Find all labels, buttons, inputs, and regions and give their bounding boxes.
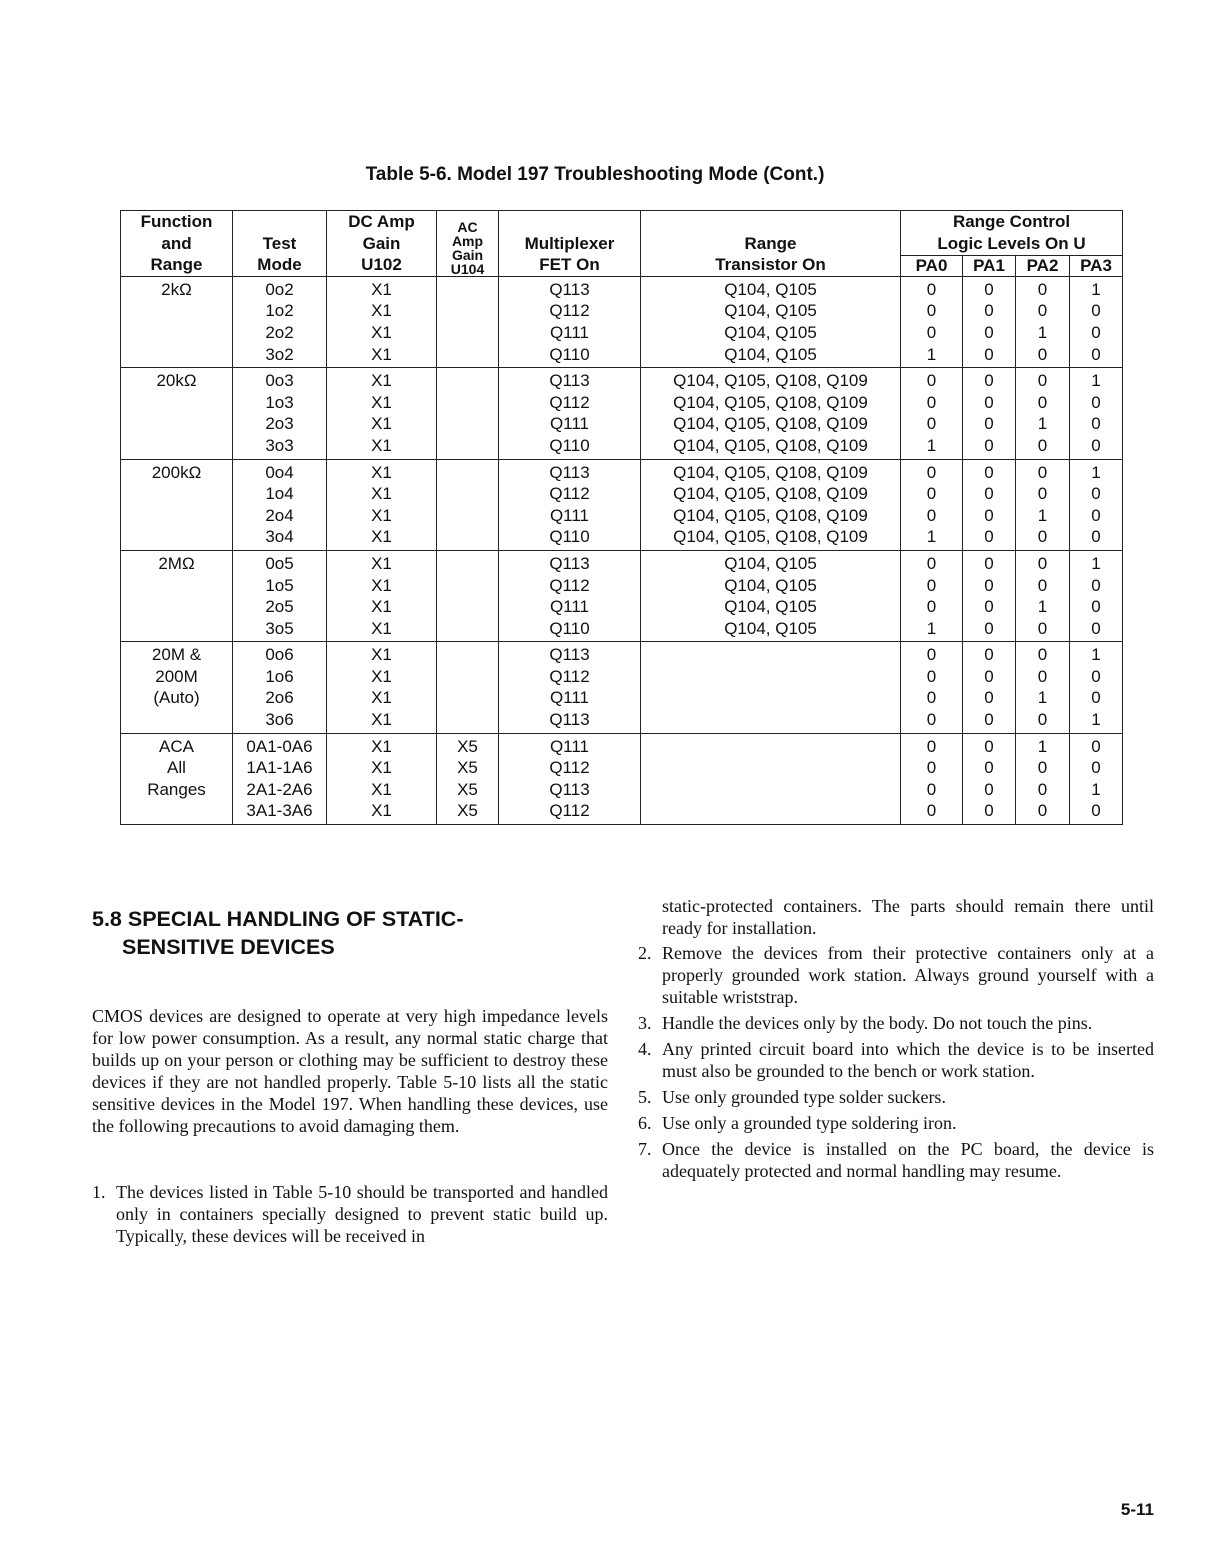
pa3-cell: 0 xyxy=(1070,483,1123,505)
dc-amp-gain-cell: X1 xyxy=(327,300,437,322)
pa1-cell: 0 xyxy=(963,666,1016,688)
range-transistor-cell: Q104, Q105, Q108, Q109 xyxy=(641,392,901,414)
pa1-cell: 0 xyxy=(963,505,1016,527)
pa3-cell: 0 xyxy=(1070,666,1123,688)
test-mode-cell: 2o4 xyxy=(233,505,327,527)
table-row xyxy=(121,392,1123,414)
dc-amp-gain-cell: X1 xyxy=(327,322,437,344)
range-transistor-cell: Q104, Q105, Q108, Q109 xyxy=(641,368,901,392)
multiplexer-fet-cell: Q112 xyxy=(499,392,641,414)
pa1-cell: 0 xyxy=(963,322,1016,344)
range-transistor-cell xyxy=(641,687,901,709)
pa3-cell: 1 xyxy=(1070,276,1123,300)
table-row xyxy=(121,618,1123,642)
pa2-cell: 1 xyxy=(1016,733,1070,757)
list-number: 4. xyxy=(638,1039,652,1059)
list-number: 3. xyxy=(638,1013,652,1033)
pa3-cell: 0 xyxy=(1070,526,1123,550)
table-row xyxy=(121,344,1123,368)
list-item-continuation: static-protected containers. The parts should remain there until ready for installation. xyxy=(662,896,1154,938)
pa1-cell: 0 xyxy=(963,368,1016,392)
multiplexer-fet-cell: Q113 xyxy=(499,550,641,574)
range-transistor-cell: Q104, Q105 xyxy=(641,322,901,344)
multiplexer-fet-cell: Q112 xyxy=(499,666,641,688)
ac-amp-gain-cell: X5 xyxy=(437,779,499,801)
dc-amp-gain-cell: X1 xyxy=(327,666,437,688)
test-mode-cell: 2o3 xyxy=(233,413,327,435)
multiplexer-fet-cell: Q113 xyxy=(499,368,641,392)
table-row xyxy=(121,596,1123,618)
multiplexer-fet-cell: Q111 xyxy=(499,322,641,344)
pa3-cell: 0 xyxy=(1070,733,1123,757)
pa2-cell: 0 xyxy=(1016,483,1070,505)
list-number: 1. xyxy=(92,1182,106,1202)
pa0-cell: 0 xyxy=(901,733,963,757)
pa0-cell: 0 xyxy=(901,459,963,483)
test-mode-cell: 1o6 xyxy=(233,666,327,688)
test-mode-cell: 3o6 xyxy=(233,709,327,733)
multiplexer-fet-cell: Q111 xyxy=(499,413,641,435)
ac-amp-gain-cell xyxy=(437,505,499,527)
test-mode-cell: 0o5 xyxy=(233,550,327,574)
table-row xyxy=(121,550,1123,574)
table-row xyxy=(121,368,1123,392)
function-range-cell: 200kΩ xyxy=(121,459,233,550)
pa3-cell: 0 xyxy=(1070,392,1123,414)
table-row xyxy=(121,435,1123,459)
pa2-cell: 0 xyxy=(1016,779,1070,801)
pa2-cell: 0 xyxy=(1016,459,1070,483)
header-multiplexer: Multiplexer FET On xyxy=(499,211,641,277)
multiplexer-fet-cell: Q113 xyxy=(499,459,641,483)
range-transistor-cell xyxy=(641,779,901,801)
table-row xyxy=(121,322,1123,344)
ac-amp-gain-cell xyxy=(437,596,499,618)
list-item xyxy=(638,1012,1154,1034)
range-transistor-cell: Q104, Q105, Q108, Q109 xyxy=(641,435,901,459)
table-row xyxy=(121,733,1123,757)
pa1-cell: 0 xyxy=(963,709,1016,733)
dc-amp-gain-cell: X1 xyxy=(327,733,437,757)
dc-amp-gain-cell: X1 xyxy=(327,276,437,300)
pa3-cell: 0 xyxy=(1070,300,1123,322)
test-mode-cell: 0A1-0A6 xyxy=(233,733,327,757)
list-item xyxy=(638,1086,1154,1108)
pa2-cell: 0 xyxy=(1016,344,1070,368)
dc-amp-gain-cell: X1 xyxy=(327,709,437,733)
intro-paragraph: CMOS devices are designed to operate at very high impedance levels for low power consumption. As a result, any normal static charge that builds up on your person or clothing may be sufficient to destroy these devices if they are not handled properly. Table 5-10 lists all the static sensitive devices in the Model 197. When handling these devices, use the following precautions to avoid damaging them. xyxy=(92,1006,608,1136)
pa1-cell: 0 xyxy=(963,687,1016,709)
list-text: Any printed circuit board into which the device is to be inserted must also be grounded to the bench or work station. xyxy=(662,1039,1154,1081)
dc-amp-gain-cell: X1 xyxy=(327,392,437,414)
pa1-cell: 0 xyxy=(963,596,1016,618)
list-text: Use only grounded type solder suckers. xyxy=(662,1087,946,1107)
pa0-cell: 0 xyxy=(901,642,963,666)
range-transistor-cell: Q104, Q105, Q108, Q109 xyxy=(641,505,901,527)
pa2-cell: 0 xyxy=(1016,276,1070,300)
pa0-cell: 1 xyxy=(901,435,963,459)
dc-amp-gain-cell: X1 xyxy=(327,526,437,550)
table-row xyxy=(121,276,1123,300)
range-transistor-cell: Q104, Q105 xyxy=(641,575,901,597)
range-transistor-cell xyxy=(641,709,901,733)
function-range-cell: 20kΩ xyxy=(121,368,233,459)
dc-amp-gain-cell: X1 xyxy=(327,642,437,666)
pa0-cell: 0 xyxy=(901,276,963,300)
range-transistor-cell: Q104, Q105, Q108, Q109 xyxy=(641,413,901,435)
multiplexer-fet-cell: Q112 xyxy=(499,300,641,322)
test-mode-cell: 2o5 xyxy=(233,596,327,618)
list-text: Once the device is installed on the PC board, the device is adequately protected and normal handling may resume. xyxy=(662,1139,1154,1181)
pa0-cell: 0 xyxy=(901,550,963,574)
list-number: 2. xyxy=(638,943,652,963)
table-row xyxy=(121,459,1123,483)
dc-amp-gain-cell: X1 xyxy=(327,368,437,392)
table-row xyxy=(121,757,1123,779)
pa2-cell: 1 xyxy=(1016,413,1070,435)
test-mode-cell: 0o4 xyxy=(233,459,327,483)
ac-amp-gain-cell xyxy=(437,435,499,459)
ac-amp-gain-cell xyxy=(437,344,499,368)
pa2-cell: 1 xyxy=(1016,505,1070,527)
pa0-cell: 0 xyxy=(901,757,963,779)
pa2-cell: 1 xyxy=(1016,687,1070,709)
header-range-control: Range Control Logic Levels On U xyxy=(901,211,1123,256)
list-item xyxy=(638,1112,1154,1134)
pa0-cell: 0 xyxy=(901,483,963,505)
pa2-cell: 0 xyxy=(1016,526,1070,550)
header-ac-amp: AC Amp Gain U104 xyxy=(437,211,499,277)
table-row xyxy=(121,300,1123,322)
pa1-cell: 0 xyxy=(963,779,1016,801)
test-mode-cell: 2A1-2A6 xyxy=(233,779,327,801)
ac-amp-gain-cell xyxy=(437,276,499,300)
pa3-cell: 0 xyxy=(1070,344,1123,368)
pa3-cell: 1 xyxy=(1070,779,1123,801)
pa1-cell: 0 xyxy=(963,276,1016,300)
list-number: 5. xyxy=(638,1087,652,1107)
test-mode-cell: 0o3 xyxy=(233,368,327,392)
test-mode-cell: 3o2 xyxy=(233,344,327,368)
range-transistor-cell xyxy=(641,642,901,666)
pa2-cell: 0 xyxy=(1016,618,1070,642)
table-row xyxy=(121,505,1123,527)
pa1-cell: 0 xyxy=(963,526,1016,550)
multiplexer-fet-cell: Q111 xyxy=(499,687,641,709)
pa0-cell: 0 xyxy=(901,666,963,688)
ac-amp-gain-cell xyxy=(437,642,499,666)
multiplexer-fet-cell: Q111 xyxy=(499,596,641,618)
test-mode-cell: 1o5 xyxy=(233,575,327,597)
range-transistor-cell: Q104, Q105 xyxy=(641,300,901,322)
range-transistor-cell: Q104, Q105 xyxy=(641,550,901,574)
header-pa2: PA2 xyxy=(1016,255,1070,276)
ac-amp-gain-cell xyxy=(437,392,499,414)
pa1-cell: 0 xyxy=(963,618,1016,642)
precautions-list-left xyxy=(92,1181,608,1251)
pa1-cell: 0 xyxy=(963,575,1016,597)
ac-amp-gain-cell xyxy=(437,413,499,435)
pa3-cell: 1 xyxy=(1070,550,1123,574)
ac-amp-gain-cell xyxy=(437,300,499,322)
pa2-cell: 0 xyxy=(1016,300,1070,322)
pa3-cell: 0 xyxy=(1070,575,1123,597)
pa2-cell: 0 xyxy=(1016,800,1070,824)
test-mode-cell: 2o2 xyxy=(233,322,327,344)
table-row xyxy=(121,642,1123,666)
pa1-cell: 0 xyxy=(963,459,1016,483)
ac-amp-gain-cell: X5 xyxy=(437,800,499,824)
multiplexer-fet-cell: Q111 xyxy=(499,505,641,527)
table-row xyxy=(121,483,1123,505)
function-range-cell: ACA All Ranges xyxy=(121,733,233,824)
dc-amp-gain-cell: X1 xyxy=(327,344,437,368)
ac-amp-gain-cell xyxy=(437,368,499,392)
range-transistor-cell: Q104, Q105 xyxy=(641,344,901,368)
list-item xyxy=(92,1181,608,1247)
page-number: 5-11 xyxy=(1120,1500,1154,1519)
pa1-cell: 0 xyxy=(963,344,1016,368)
table-row xyxy=(121,709,1123,733)
pa0-cell: 0 xyxy=(901,368,963,392)
pa1-cell: 0 xyxy=(963,733,1016,757)
list-item xyxy=(638,942,1154,1008)
ac-amp-gain-cell xyxy=(437,666,499,688)
pa0-cell: 1 xyxy=(901,618,963,642)
range-transistor-cell xyxy=(641,733,901,757)
table-row xyxy=(121,666,1123,688)
range-transistor-cell: Q104, Q105 xyxy=(641,618,901,642)
header-test-mode: Test Mode xyxy=(233,211,327,277)
pa0-cell: 0 xyxy=(901,392,963,414)
pa3-cell: 0 xyxy=(1070,687,1123,709)
pa0-cell: 0 xyxy=(901,709,963,733)
ac-amp-gain-cell xyxy=(437,526,499,550)
dc-amp-gain-cell: X1 xyxy=(327,779,437,801)
ac-amp-gain-cell xyxy=(437,483,499,505)
multiplexer-fet-cell: Q113 xyxy=(499,642,641,666)
table-row xyxy=(121,800,1123,824)
multiplexer-fet-cell: Q111 xyxy=(499,733,641,757)
table-row xyxy=(121,575,1123,597)
dc-amp-gain-cell: X1 xyxy=(327,800,437,824)
function-range-cell: 20M & 200M (Auto) xyxy=(121,642,233,733)
pa3-cell: 1 xyxy=(1070,459,1123,483)
pa3-cell: 0 xyxy=(1070,800,1123,824)
pa2-cell: 0 xyxy=(1016,550,1070,574)
pa2-cell: 0 xyxy=(1016,642,1070,666)
header-range-transistor: Range Transistor On xyxy=(641,211,901,277)
dc-amp-gain-cell: X1 xyxy=(327,413,437,435)
section-heading: 5.8 SPECIAL HANDLING OF STATIC- SENSITIVE DEVICES xyxy=(92,907,464,959)
pa2-cell: 0 xyxy=(1016,368,1070,392)
test-mode-cell: 3o5 xyxy=(233,618,327,642)
pa3-cell: 1 xyxy=(1070,368,1123,392)
range-transistor-cell xyxy=(641,800,901,824)
test-mode-cell: 1o4 xyxy=(233,483,327,505)
dc-amp-gain-cell: X1 xyxy=(327,435,437,459)
pa3-cell: 0 xyxy=(1070,757,1123,779)
test-mode-cell: 2o6 xyxy=(233,687,327,709)
pa2-cell: 1 xyxy=(1016,322,1070,344)
ac-amp-gain-cell xyxy=(437,709,499,733)
list-item xyxy=(638,1138,1154,1182)
pa3-cell: 1 xyxy=(1070,642,1123,666)
pa3-cell: 0 xyxy=(1070,322,1123,344)
table-row xyxy=(121,526,1123,550)
table-title: Table 5-6. Model 197 Troubleshooting Mode (Cont.) xyxy=(365,164,825,185)
pa0-cell: 1 xyxy=(901,526,963,550)
multiplexer-fet-cell: Q112 xyxy=(499,757,641,779)
multiplexer-fet-cell: Q112 xyxy=(499,575,641,597)
list-text: Handle the devices only by the body. Do not touch the pins. xyxy=(662,1013,1093,1033)
multiplexer-fet-cell: Q110 xyxy=(499,618,641,642)
header-pa3: PA3 xyxy=(1070,255,1123,276)
dc-amp-gain-cell: X1 xyxy=(327,459,437,483)
test-mode-cell: 1o3 xyxy=(233,392,327,414)
test-mode-cell: 0o6 xyxy=(233,642,327,666)
pa0-cell: 0 xyxy=(901,596,963,618)
range-transistor-cell xyxy=(641,757,901,779)
pa3-cell: 0 xyxy=(1070,505,1123,527)
pa0-cell: 0 xyxy=(901,413,963,435)
pa0-cell: 0 xyxy=(901,800,963,824)
list-text: Remove the devices from their protective containers only at a properly grounded work station. Always ground yourself with a suitable wriststrap. xyxy=(662,943,1154,1007)
pa2-cell: 0 xyxy=(1016,392,1070,414)
function-range-cell: 2MΩ xyxy=(121,550,233,641)
dc-amp-gain-cell: X1 xyxy=(327,550,437,574)
multiplexer-fet-cell: Q112 xyxy=(499,800,641,824)
troubleshooting-table xyxy=(120,210,1123,825)
pa0-cell: 0 xyxy=(901,575,963,597)
list-number: 6. xyxy=(638,1113,652,1133)
pa0-cell: 0 xyxy=(901,505,963,527)
dc-amp-gain-cell: X1 xyxy=(327,618,437,642)
pa2-cell: 0 xyxy=(1016,709,1070,733)
pa1-cell: 0 xyxy=(963,800,1016,824)
pa1-cell: 0 xyxy=(963,413,1016,435)
pa0-cell: 0 xyxy=(901,779,963,801)
pa2-cell: 0 xyxy=(1016,435,1070,459)
multiplexer-fet-cell: Q110 xyxy=(499,526,641,550)
range-transistor-cell: Q104, Q105, Q108, Q109 xyxy=(641,459,901,483)
range-transistor-cell: Q104, Q105, Q108, Q109 xyxy=(641,483,901,505)
range-transistor-cell: Q104, Q105, Q108, Q109 xyxy=(641,526,901,550)
header-function: Function and Range xyxy=(121,211,233,277)
test-mode-cell: 3o4 xyxy=(233,526,327,550)
header-dc-amp: DC Amp Gain U102 xyxy=(327,211,437,277)
ac-amp-gain-cell xyxy=(437,550,499,574)
list-text: The devices listed in Table 5-10 should be transported and handled only in containers specially designed to prevent static build up. Typically, these devices will be received in xyxy=(116,1182,608,1246)
table-row xyxy=(121,687,1123,709)
pa3-cell: 0 xyxy=(1070,413,1123,435)
range-transistor-cell: Q104, Q105 xyxy=(641,276,901,300)
pa1-cell: 0 xyxy=(963,550,1016,574)
precautions-list-right xyxy=(638,942,1154,1186)
dc-amp-gain-cell: X1 xyxy=(327,757,437,779)
ac-amp-gain-cell xyxy=(437,459,499,483)
ac-amp-gain-cell: X5 xyxy=(437,733,499,757)
pa3-cell: 0 xyxy=(1070,596,1123,618)
pa1-cell: 0 xyxy=(963,392,1016,414)
range-transistor-cell: Q104, Q105 xyxy=(641,596,901,618)
ac-amp-gain-cell: X5 xyxy=(437,757,499,779)
pa3-cell: 1 xyxy=(1070,709,1123,733)
pa0-cell: 0 xyxy=(901,322,963,344)
test-mode-cell: 0o2 xyxy=(233,276,327,300)
ac-amp-gain-cell xyxy=(437,322,499,344)
multiplexer-fet-cell: Q112 xyxy=(499,483,641,505)
ac-amp-gain-cell xyxy=(437,618,499,642)
table-row xyxy=(121,413,1123,435)
pa0-cell: 0 xyxy=(901,687,963,709)
header-pa0: PA0 xyxy=(901,255,963,276)
pa0-cell: 1 xyxy=(901,344,963,368)
pa1-cell: 0 xyxy=(963,757,1016,779)
pa1-cell: 0 xyxy=(963,483,1016,505)
list-number: 7. xyxy=(638,1139,652,1159)
pa3-cell: 0 xyxy=(1070,435,1123,459)
dc-amp-gain-cell: X1 xyxy=(327,596,437,618)
dc-amp-gain-cell: X1 xyxy=(327,575,437,597)
test-mode-cell: 1A1-1A6 xyxy=(233,757,327,779)
multiplexer-fet-cell: Q110 xyxy=(499,435,641,459)
pa1-cell: 0 xyxy=(963,435,1016,459)
header-pa1: PA1 xyxy=(963,255,1016,276)
pa2-cell: 0 xyxy=(1016,575,1070,597)
pa1-cell: 0 xyxy=(963,642,1016,666)
ac-amp-gain-cell xyxy=(437,687,499,709)
dc-amp-gain-cell: X1 xyxy=(327,483,437,505)
pa2-cell: 0 xyxy=(1016,666,1070,688)
test-mode-cell: 3o3 xyxy=(233,435,327,459)
dc-amp-gain-cell: X1 xyxy=(327,505,437,527)
test-mode-cell: 1o2 xyxy=(233,300,327,322)
multiplexer-fet-cell: Q110 xyxy=(499,344,641,368)
table-row xyxy=(121,779,1123,801)
pa2-cell: 1 xyxy=(1016,596,1070,618)
multiplexer-fet-cell: Q113 xyxy=(499,276,641,300)
dc-amp-gain-cell: X1 xyxy=(327,687,437,709)
list-text: Use only a grounded type soldering iron. xyxy=(662,1113,957,1133)
test-mode-cell: 3A1-3A6 xyxy=(233,800,327,824)
pa2-cell: 0 xyxy=(1016,757,1070,779)
table-body xyxy=(121,276,1123,824)
pa0-cell: 0 xyxy=(901,300,963,322)
ac-amp-gain-cell xyxy=(437,575,499,597)
list-item xyxy=(638,1038,1154,1082)
pa1-cell: 0 xyxy=(963,300,1016,322)
multiplexer-fet-cell: Q113 xyxy=(499,709,641,733)
range-transistor-cell xyxy=(641,666,901,688)
function-range-cell: 2kΩ xyxy=(121,276,233,367)
multiplexer-fet-cell: Q113 xyxy=(499,779,641,801)
pa3-cell: 0 xyxy=(1070,618,1123,642)
